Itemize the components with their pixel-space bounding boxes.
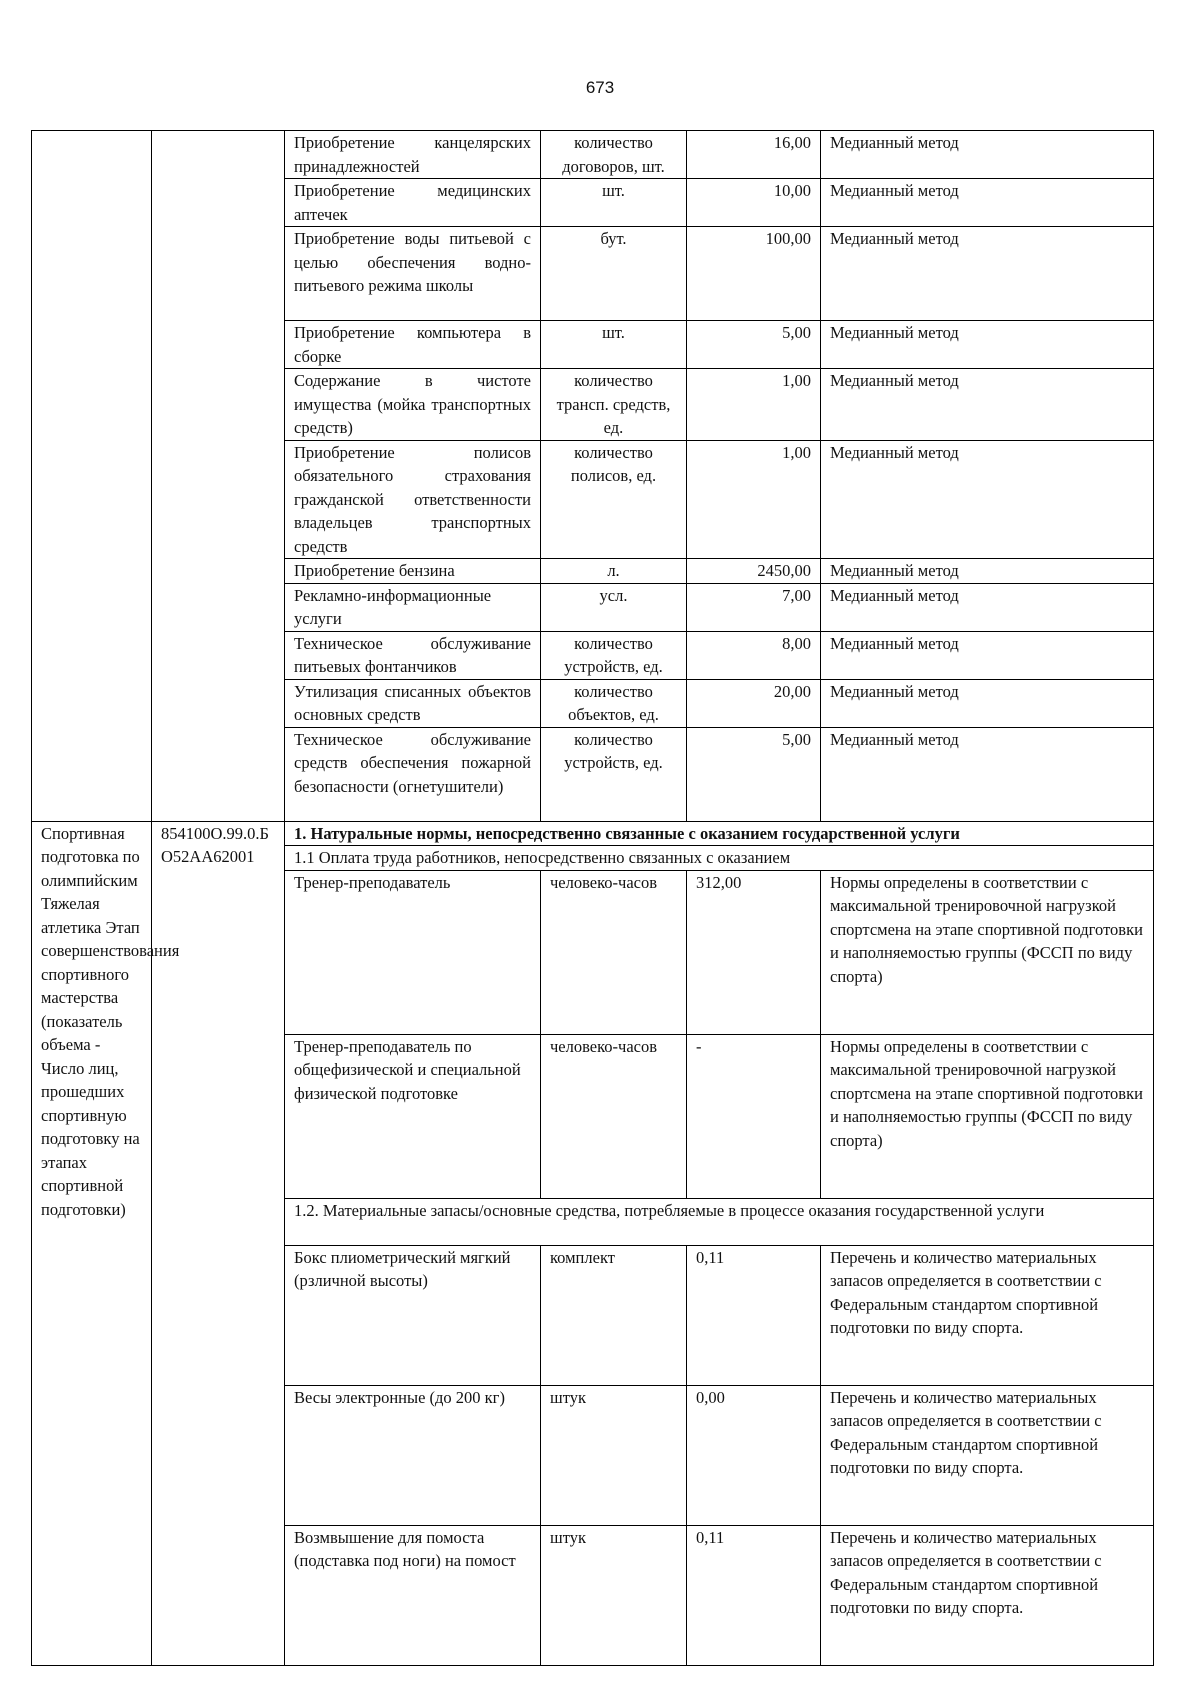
service-name: Спортивная подготовка по олимпийским Тяжелая атлетика Этап совершенствования спортивного мастерства (показатель объема - Число лиц, прошедших спортивную подготовку на этапах спортивной подготовки) [32, 821, 152, 1665]
item-value: 10,00 [687, 179, 821, 227]
item-value: 0,00 [687, 1385, 821, 1525]
item-value: 1,00 [687, 440, 821, 559]
item-name: Весы электронные (до 200 кг) [285, 1385, 541, 1525]
item-unit: количество устройств, ед. [541, 631, 687, 679]
item-name: Рекламно-информационные услуги [285, 583, 541, 631]
item-value: 16,00 [687, 131, 821, 179]
item-method: Медианный метод [821, 559, 1154, 584]
item-value: 5,00 [687, 321, 821, 369]
item-value: 8,00 [687, 631, 821, 679]
item-method: Медианный метод [821, 727, 1154, 821]
item-method: Нормы определены в соответствии с максимальной тренировочной нагрузкой спортсмена на этапе спортивной подготовки и наполняемостью группы (ФССП по виду спорта) [821, 870, 1154, 1034]
subsection-heading: 1.1 Оплата труда работников, непосредственно связанных с оказанием [285, 846, 1154, 871]
page-number: 673 [585, 78, 615, 97]
item-unit: л. [541, 559, 687, 584]
item-unit: количество полисов, ед. [541, 440, 687, 559]
item-unit: штук [541, 1385, 687, 1525]
section-heading: 1. Натуральные нормы, непосредственно связанные с оказанием государственной услуги [285, 821, 1154, 846]
item-value: 0,11 [687, 1245, 821, 1385]
item-unit: человеко-часов [541, 870, 687, 1034]
item-name: Тренер-преподаватель по общефизической и специальной физической подготовке [285, 1034, 541, 1198]
subsection-heading: 1.2. Материальные запасы/основные средства, потребляемые в процессе оказания государственной услуги [285, 1198, 1154, 1245]
item-name: Бокс плиометрический мягкий (рзличной высоты) [285, 1245, 541, 1385]
item-value: - [687, 1034, 821, 1198]
item-value: 7,00 [687, 583, 821, 631]
item-unit: штук [541, 1525, 687, 1665]
item-method: Перечень и количество материальных запасов определяется в соответствии с Федеральным стандартом спортивной подготовки по виду спорта. [821, 1385, 1154, 1525]
item-name: Содержание в чистоте имущества (мойка транспортных средств) [285, 369, 541, 441]
item-method: Медианный метод [821, 227, 1154, 321]
item-name: Тренер-преподаватель [285, 870, 541, 1034]
item-method: Медианный метод [821, 179, 1154, 227]
item-value: 2450,00 [687, 559, 821, 584]
item-unit: количество устройств, ед. [541, 727, 687, 821]
item-name: Приобретение компьютера в сборке [285, 321, 541, 369]
item-name: Возмвышение для помоста (подставка под ноги) на помост [285, 1525, 541, 1665]
item-method: Медианный метод [821, 583, 1154, 631]
service-code: 854100О.99.0.БО52АА62001 [152, 821, 285, 1665]
item-name: Техническое обслуживание питьевых фонтанчиков [285, 631, 541, 679]
item-unit: усл. [541, 583, 687, 631]
item-method: Медианный метод [821, 369, 1154, 441]
item-unit: количество трансп. средств, ед. [541, 369, 687, 441]
item-name: Техническое обслуживание средств обеспечения пожарной безопасности (огнетушители) [285, 727, 541, 821]
item-method: Медианный метод [821, 679, 1154, 727]
item-name: Приобретение полисов обязательного страхования гражданской ответственности владельцев транспортных средств [285, 440, 541, 559]
item-name: Приобретение канцелярских принадлежностей [285, 131, 541, 179]
item-method: Медианный метод [821, 131, 1154, 179]
item-unit: комплект [541, 1245, 687, 1385]
table-row [32, 131, 1154, 179]
item-unit: шт. [541, 179, 687, 227]
item-unit: количество объектов, ед. [541, 679, 687, 727]
item-name: Приобретение бензина [285, 559, 541, 584]
item-method: Медианный метод [821, 631, 1154, 679]
item-unit: количество договоров, шт. [541, 131, 687, 179]
item-method: Медианный метод [821, 321, 1154, 369]
item-method: Перечень и количество материальных запасов определяется в соответствии с Федеральным стандартом спортивной подготовки по виду спорта. [821, 1525, 1154, 1665]
item-value: 100,00 [687, 227, 821, 321]
empty-service-cell [32, 131, 152, 822]
item-value: 312,00 [687, 870, 821, 1034]
item-method: Перечень и количество материальных запасов определяется в соответствии с Федеральным стандартом спортивной подготовки по виду спорта. [821, 1245, 1154, 1385]
norms-table [31, 130, 1154, 1666]
item-method: Медианный метод [821, 440, 1154, 559]
table-row [32, 821, 1154, 846]
item-name: Приобретение медицинских аптечек [285, 179, 541, 227]
item-unit: шт. [541, 321, 687, 369]
item-value: 0,11 [687, 1525, 821, 1665]
item-name: Приобретение воды питьевой с целью обеспечения водно-питьевого режима школы [285, 227, 541, 321]
item-value: 5,00 [687, 727, 821, 821]
item-unit: бут. [541, 227, 687, 321]
item-unit: человеко-часов [541, 1034, 687, 1198]
item-method: Нормы определены в соответствии с максимальной тренировочной нагрузкой спортсмена на этапе спортивной подготовки и наполняемостью группы (ФССП по виду спорта) [821, 1034, 1154, 1198]
item-value: 1,00 [687, 369, 821, 441]
empty-code-cell [152, 131, 285, 822]
item-value: 20,00 [687, 679, 821, 727]
item-name: Утилизация списанных объектов основных средств [285, 679, 541, 727]
